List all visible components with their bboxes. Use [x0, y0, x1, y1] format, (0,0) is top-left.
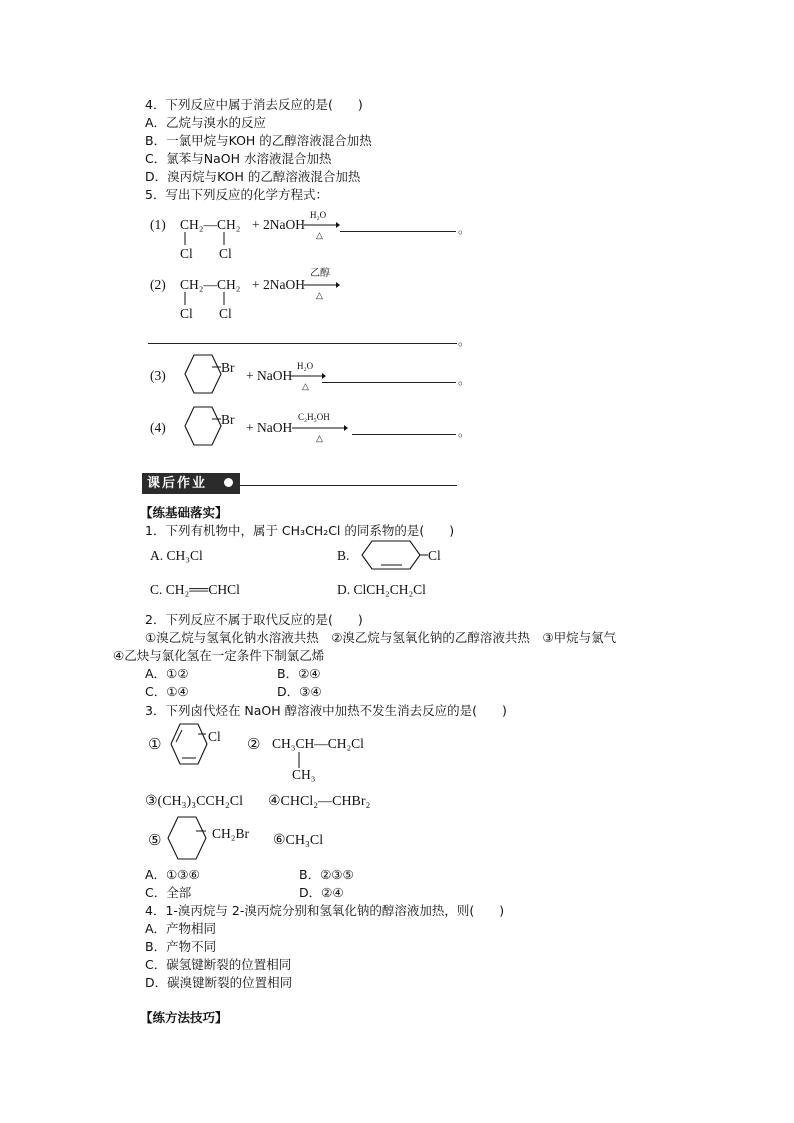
- hw-q3-option-d: D．②④: [299, 885, 344, 900]
- q5-4-condition-bottom: △: [316, 433, 323, 443]
- hw-q3-c5-ring: [160, 817, 220, 863]
- hw-q1-option-d: D. ClCH₂CH₂Cl: [337, 582, 426, 597]
- hw-q3-option-b: B．②③⑤: [299, 867, 354, 882]
- q5-2-answer-line: [148, 343, 457, 344]
- hw-q3-c2-main: CH₃CH—CH₂Cl: [272, 736, 364, 751]
- q4-option-b: B．一氯甲烷与KOH 的乙醇溶液混合加热: [145, 133, 372, 148]
- q5-2-period: 。: [458, 333, 471, 348]
- q5-1-condition-top: H₂O: [310, 210, 327, 220]
- hw-q4-option-d: D．碳溴键断裂的位置相同: [145, 975, 293, 990]
- hw-q3-stem: 3．下列卤代烃在 NaOH 醇溶液中加热不发生消去反应的是( ): [145, 703, 507, 718]
- section-title-basics: 【练基础落实】: [140, 505, 228, 520]
- q5-1-sub2: Cl: [219, 246, 232, 261]
- hw-q1-stem: 1．下列有机物中，属于 CH₃CH₂Cl 的同系物的是( ): [145, 523, 455, 538]
- q5-1-answer-line: [340, 231, 456, 232]
- q5-3-condition-top: H₂O: [297, 361, 314, 371]
- hw-q1-option-b-label: B.: [337, 548, 350, 563]
- q5-1-condition-bottom: △: [316, 230, 323, 240]
- hw-q4-option-b: B．产物不同: [145, 939, 217, 954]
- q5-4-sub: Br: [221, 412, 235, 427]
- q5-3-period: 。: [458, 372, 471, 387]
- hw-q4-stem: 4．1-溴丙烷与 2-溴丙烷分别和氢氧化钠的醇溶液加热，则( ): [145, 903, 505, 918]
- q4-stem: 4．下列反应中属于消去反应的是( ): [145, 97, 363, 112]
- hw-q4-option-a: A．产物相同: [145, 921, 217, 936]
- hw-q1-option-b-ring: [362, 541, 432, 571]
- q4-option-a: A．乙烷与溴水的反应: [145, 115, 267, 130]
- hw-q2-option-c: C．①④: [145, 684, 189, 699]
- q5-3-condition-bottom: △: [302, 381, 309, 391]
- q5-2-reactant: CH₂—CH₂: [180, 277, 241, 292]
- q5-2-reagent: + 2NaOH: [252, 277, 305, 292]
- section-title-methods: 【练方法技巧】: [140, 1010, 228, 1025]
- q5-3-answer-line: [322, 382, 456, 383]
- q5-4-number: (4): [150, 420, 166, 435]
- hw-q2-stem: 2．下列反应不属于取代反应的是( ): [145, 612, 363, 627]
- hw-q2-option-b: B．②④: [277, 666, 321, 681]
- q5-1-reagent: + 2NaOH: [252, 217, 305, 232]
- q5-4-reagent: + NaOH: [246, 420, 293, 435]
- hw-q3-c3: ③(CH₃)₃CCH₂Cl: [145, 794, 243, 809]
- hw-q3-c1-number: ①: [148, 735, 162, 753]
- hw-q3-c5-sub: CH₂Br: [212, 826, 249, 841]
- q5-2-number: (2): [150, 277, 166, 292]
- q5-1-reactant: CH₂—CH₂: [180, 217, 241, 232]
- q5-3-number: (3): [150, 368, 166, 383]
- hw-q2-line2: ④乙炔与氯化氢在一定条件下制氯乙烯: [113, 648, 325, 663]
- hw-q4-option-c: C．碳氢键断裂的位置相同: [145, 957, 292, 972]
- hw-q3-option-a: A．①③⑥: [145, 867, 200, 882]
- banner-divider: [240, 485, 457, 486]
- homework-banner: [142, 473, 240, 494]
- q5-4-period: 。: [458, 424, 471, 439]
- homework-banner-title: 课后作业: [147, 476, 208, 491]
- hw-q3-c2-number: ②: [247, 735, 261, 753]
- hw-q3-c2-branch: CH₃: [292, 767, 316, 782]
- hw-q2-option-a: A．①②: [145, 666, 189, 681]
- hw-q3-c4: ④CHCl₂—CHBr₂: [268, 794, 371, 809]
- q5-1-number: (1): [150, 217, 166, 232]
- hw-q2-line1: ①溴乙烷与氢氧化钠水溶液共热 ②溴乙烷与氢氧化钠的乙醇溶液共热 ③甲烷与氯气: [145, 630, 617, 645]
- banner-dot-icon: [224, 478, 233, 487]
- hw-q3-c1-sub: Cl: [208, 729, 221, 744]
- q4-option-d: D．溴丙烷与KOH 的乙醇溶液混合加热: [145, 169, 361, 184]
- q5-4-answer-line: [352, 434, 456, 435]
- hw-q2-option-d: D．③④: [277, 684, 322, 699]
- hw-q1-option-b-sub: Cl: [428, 548, 441, 563]
- q5-2-sub1: Cl: [180, 306, 193, 321]
- hw-q1-option-c: C. CH₂══CHCl: [150, 582, 240, 597]
- q5-1-sub1: Cl: [180, 246, 193, 261]
- hw-q3-c5-number: ⑤: [148, 831, 162, 849]
- q5-1-period: 。: [458, 221, 471, 236]
- hw-q3-c6: ⑥CH₃Cl: [273, 833, 324, 848]
- q5-3-sub: Br: [221, 360, 235, 375]
- hw-q1-option-a: A. CH₃Cl: [150, 548, 203, 563]
- q5-2-sub2: Cl: [219, 306, 232, 321]
- q5-stem: 5．写出下列反应的化学方程式：: [145, 187, 328, 202]
- q4-option-c: C．氯苯与NaOH 水溶液混合加热: [145, 151, 332, 166]
- hw-q3-option-c: C．全部: [145, 885, 192, 900]
- q5-2-condition-bottom: △: [316, 290, 323, 300]
- q5-2-condition-top: 乙醇: [310, 268, 330, 279]
- q5-3-reagent: + NaOH: [246, 368, 293, 383]
- q5-4-condition-top: C₂H₅OH: [298, 412, 330, 422]
